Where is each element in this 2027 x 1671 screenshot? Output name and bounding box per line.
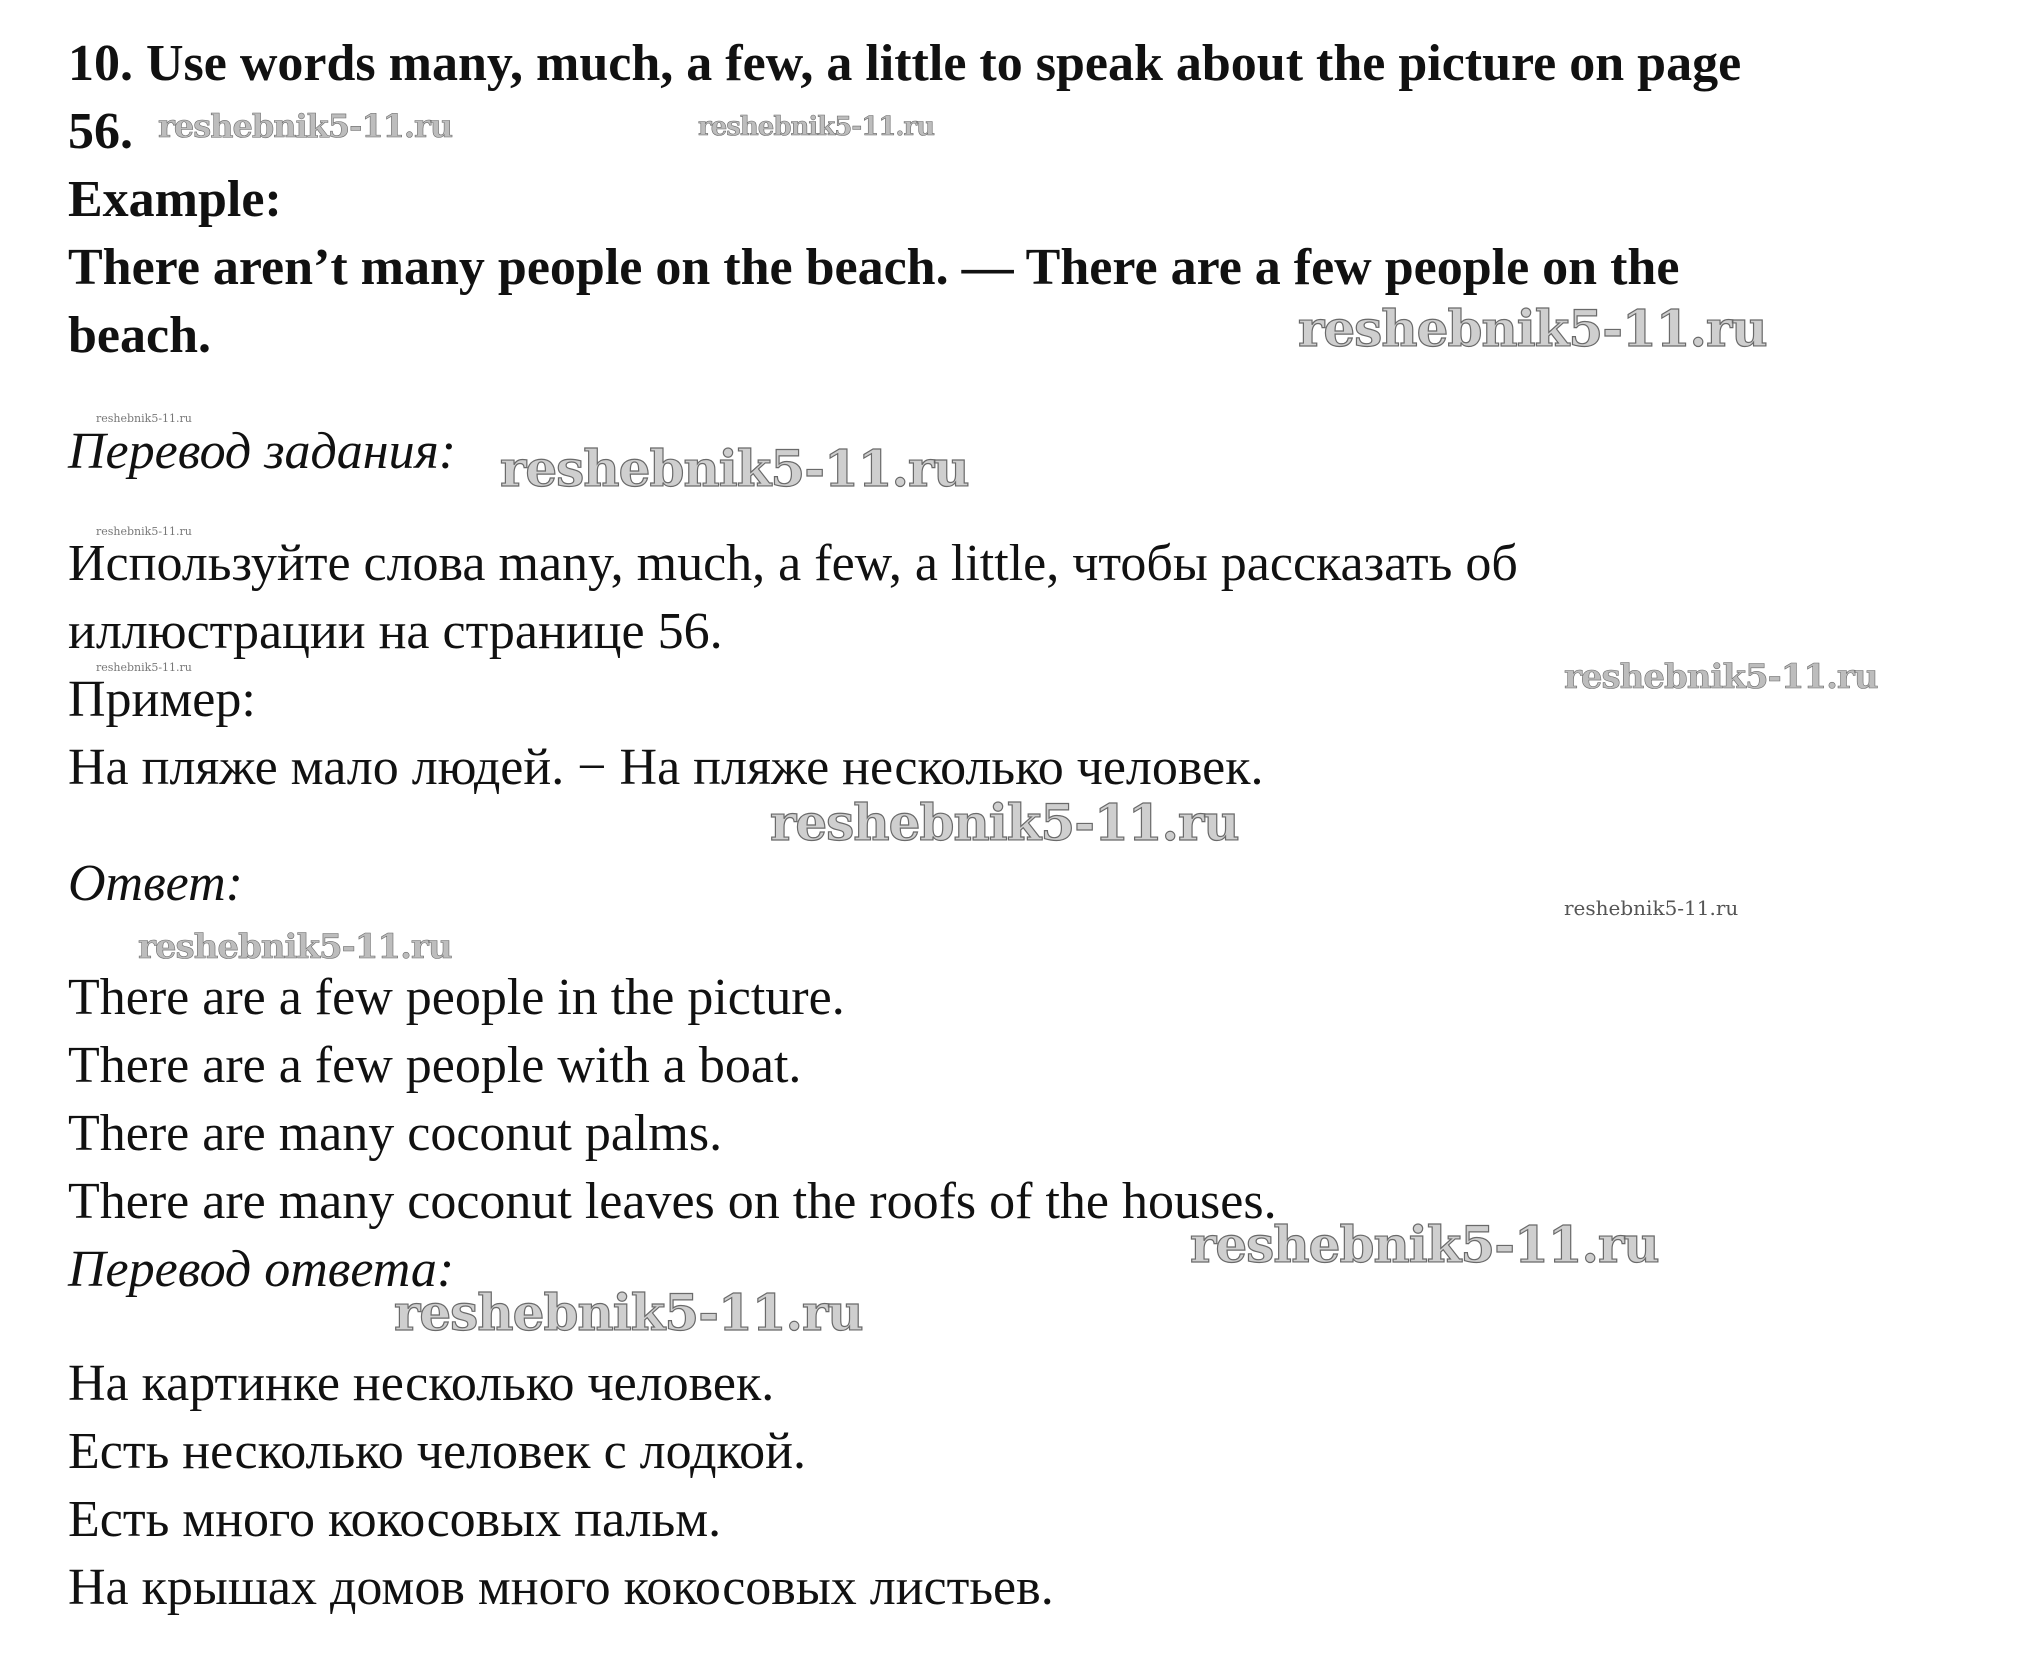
- answer-line: There are a few people with a boat.: [68, 1037, 802, 1094]
- translation-task-line-1: Используйте слова many, much, a few, a little, чтобы рассказать об: [68, 535, 1518, 592]
- answer-line: There are many coconut palms.: [68, 1105, 723, 1162]
- watermark: reshebnik5-11.ru: [770, 793, 1239, 852]
- task-heading-line-1: 10. Use words many, much, a few, a little to speak about the picture on page: [68, 35, 1742, 92]
- watermark: reshebnik5-11.ru: [96, 412, 192, 425]
- answer-translation-label: Перевод ответа:: [68, 1241, 455, 1298]
- example-label: Example:: [68, 171, 282, 228]
- watermark: reshebnik5-11.ru: [138, 927, 452, 967]
- watermark: reshebnik5-11.ru: [500, 439, 969, 498]
- translation-task-line-2: иллюстрации на странице 56.: [68, 603, 723, 660]
- answer-line: There are many coconut leaves on the roofs of the houses.: [68, 1173, 1277, 1230]
- translation-task-label: Перевод задания:: [68, 423, 457, 480]
- translation-example-text: На пляже мало людей. − На пляже несколько человек.: [68, 739, 1264, 796]
- watermark: reshebnik5-11.ru: [158, 107, 453, 145]
- answer-translation-line: Есть много кокосовых пальм.: [68, 1491, 722, 1548]
- task-heading-line-2: 56.: [68, 103, 133, 160]
- answer-translation-line: На крышах домов много кокосовых листьев.: [68, 1559, 1054, 1616]
- watermark: reshebnik5-11.ru: [1190, 1215, 1659, 1274]
- answer-translation-line: На картинке несколько человек.: [68, 1355, 775, 1412]
- watermark: reshebnik5-11.ru: [96, 525, 192, 538]
- watermark: reshebnik5-11.ru: [1298, 299, 1767, 358]
- example-line-1: There aren’t many people on the beach. — There are a few people on the: [68, 239, 1680, 296]
- watermark: reshebnik5-11.ru: [1564, 657, 1878, 697]
- example-line-2: beach.: [68, 307, 211, 364]
- watermark: reshebnik5-11.ru: [394, 1283, 863, 1342]
- answer-translation-line: Есть несколько человек с лодкой.: [68, 1423, 807, 1480]
- translation-example-label: Пример:: [68, 671, 256, 728]
- watermark: reshebnik5-11.ru: [96, 661, 192, 674]
- watermark: reshebnik5-11.ru: [1564, 896, 1739, 920]
- watermark: reshebnik5-11.ru: [698, 112, 935, 142]
- answer-label: Ответ:: [68, 855, 243, 912]
- answer-line: There are a few people in the picture.: [68, 969, 845, 1026]
